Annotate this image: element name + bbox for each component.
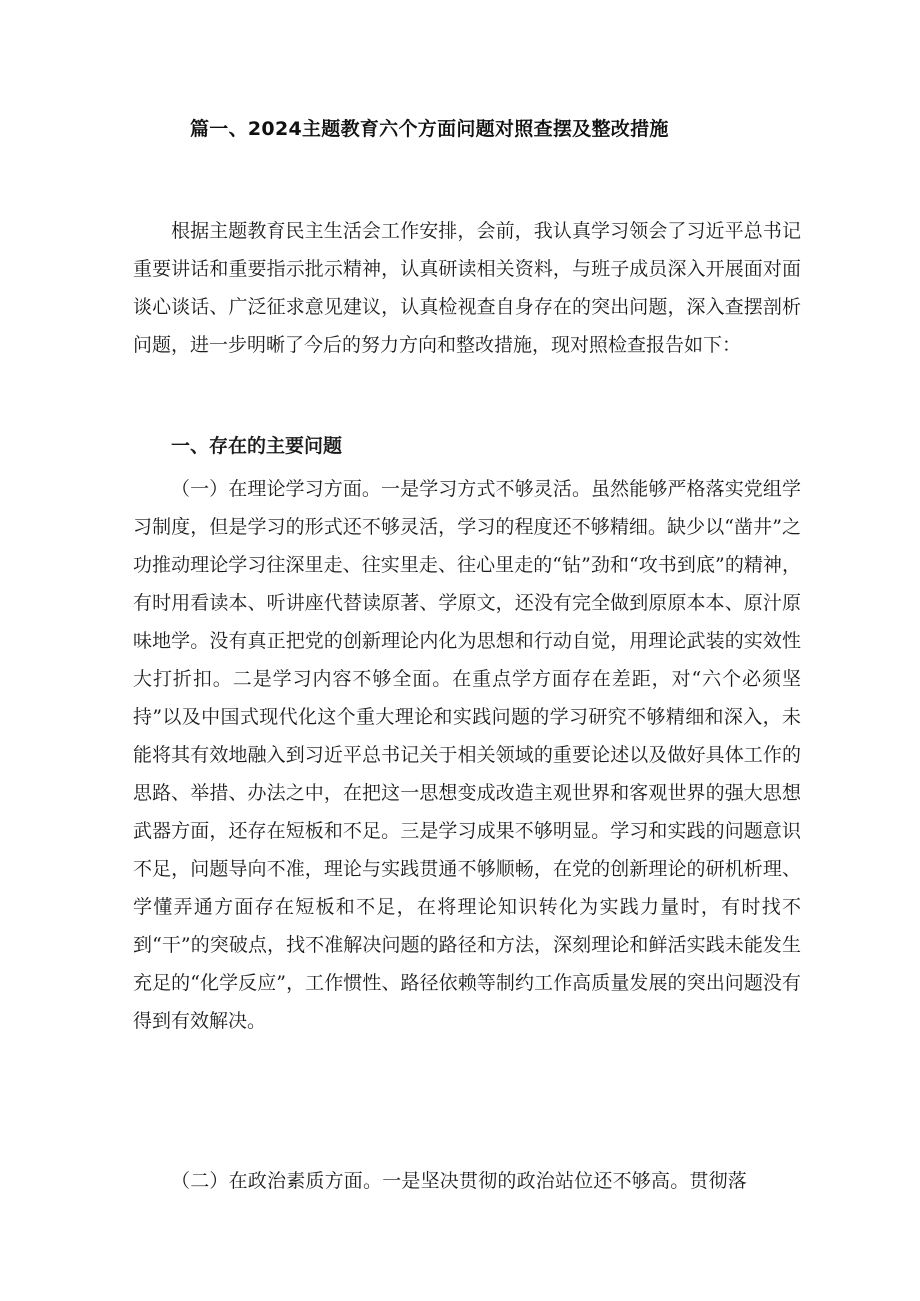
theory-study-paragraph: （一）在理论学习方面。一是学习方式不够灵活。虽然能够严格落实党组学习制度，但是学习的形式还不够灵活，学习的程度还不够精细。缺少以“凿井”之功推动理论学习往深里走、往实里走、往心里走的“钻”劲和“攻书到底”的精神，有时用看读本、听讲座代替读原著、学原文，还没有完全做到原原本本、原汁原味地学。没有真正把党的创新理论内化为思想和行动自觉，用理论武装的实效性大打折扣。二是学习内容不够全面。在重点学方面存在差距，对“六个必须坚持”以及中国式现代化这个重大理论和实践问题的学习研究不够精细和深入，未能将其有效地融入到习近平总书记关于相关领域的重要论述以及做好具体工作的思路、举措、办法之中，在把这一思想变成改造主观世界和客观世界的强大思想武器方面，还存在短板和不足。三是学习成果不够明显。学习和实践的问题意识不足，问题导向不准，理论与实践贯通不够顺畅，在党的创新理论的研机析理、学懂弄通方面存在短板和不足，在将理论知识转化为实践力量时，有时找不到“干”的突破点，找不准解决问题的路径和方法，深刻理论和鲜活实践未能发生充足的“化学反应”，工作惯性、路径依赖等制约工作高质量发展的突出问题没有得到有效解决。 [133, 478, 801, 1032]
section-heading: 一、存在的主要问题 [171, 435, 343, 457]
intro-paragraph: 根据主题教育民主生活会工作安排，会前，我认真学习领会了习近平总书记重要讲话和重要指示批示精神，认真研读相关资料，与班子成员深入开展面对面谈心谈话、广泛征求意见建议，认真检视查自身存在的突出问题，深入查摆剖析问题，进一步明晰了今后的努力方向和整改措施，现对照检查报告如下： [133, 220, 801, 356]
political-quality-paragraph: （二）在政治素质方面。一是坚决贯彻的政治站位还不够高。贯彻落 [171, 1170, 748, 1192]
document-title: 篇一、2024主题教育六个方面问题对照查摆及整改措施 [190, 118, 669, 140]
